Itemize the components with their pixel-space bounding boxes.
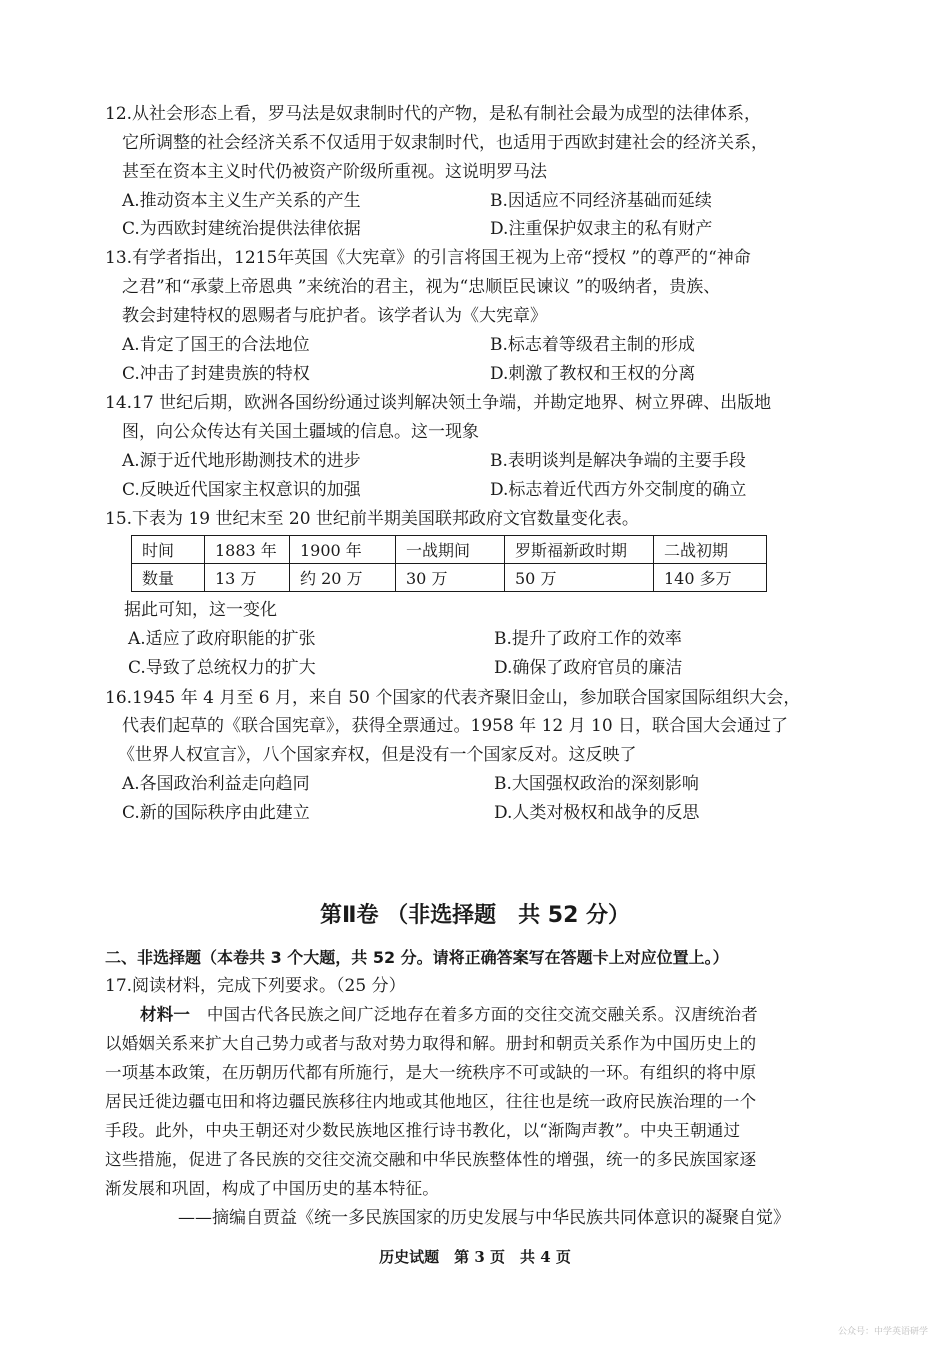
q12-option-d: D.注重保护奴隶主的私有财产	[490, 219, 713, 239]
q15-stem: 据此可知，这一变化	[124, 600, 277, 620]
q15-data-table	[131, 535, 767, 592]
table-cell: 时间	[132, 536, 205, 564]
q13-line-2: 之君”和“承蒙上帝恩典 ”来统治的君主，视为“忠顺臣民谏议 ”的吸纳者，贵族、	[122, 277, 721, 297]
q12-option-c: C.为西欧封建统治提供法律依据	[122, 219, 361, 239]
q16-line-3: 《世界人权宣言》，八个国家弃权，但是没有一个国家反对。这反映了	[118, 745, 637, 765]
q15-option-d: D.确保了政府官员的廉洁	[494, 658, 683, 678]
table-cell: 13 万	[205, 564, 290, 592]
q13-line-1: 13.有学者指出，1215年英国《大宪章》的引言将国王视为上帝“授权 ”的尊严的“神命	[105, 248, 751, 268]
q15-option-a: A.适应了政府职能的扩张	[128, 629, 316, 649]
q16-line-1: 16.1945 年 4 月至 6 月，来自 50 个国家的代表齐聚旧金山，参加联合国家国际组织大会，	[105, 688, 801, 708]
q15-option-c: C.导致了总统权力的扩大	[128, 658, 316, 678]
q13-option-a: A.肯定了国王的合法地位	[122, 335, 310, 355]
q13-option-c: C.冲击了封建贵族的特权	[122, 364, 310, 384]
q17-material-line-7: 渐发展和巩固，构成了中国历史的基本特征。	[105, 1179, 439, 1198]
q14-option-c: C.反映近代国家主权意识的加强	[122, 480, 361, 500]
q14-option-a: A.源于近代地形勘测技术的进步	[122, 451, 361, 471]
q14-line-1: 14.17 世纪后期，欧洲各国纷纷通过谈判解决领土争端，并勘定地界、树立界碑、出版地	[105, 393, 772, 413]
watermark: 公众号：中学英语研学	[837, 1327, 928, 1337]
material-text: 中国古代各民族之间广泛地存在着多方面的交往交流交融关系。汉唐统治者	[206, 1005, 758, 1024]
q17-material-line-6: 这些措施，促进了各民族的交往交流交融和中华民族整体性的增强，统一的多民族国家逐	[105, 1150, 757, 1169]
table-cell: 30 万	[396, 564, 505, 592]
table-cell: 一战期间	[396, 536, 505, 564]
q14-line-2: 图，向公众传达有关国土疆域的信息。这一现象	[122, 422, 479, 442]
table-row	[132, 564, 767, 592]
table-cell: 二战初期	[654, 536, 767, 564]
q17-source: ——摘编自贾益《统一多民族国家的历史发展与中华民族共同体意识的凝聚自觉》	[178, 1208, 790, 1228]
q17-stem: 17.阅读材料，完成下列要求。（25 分）	[105, 976, 406, 996]
q16-line-2: 代表们起草的《联合国宪章》，获得全票通过。1958 年 12 月 10 日，联合国大会通过了	[122, 716, 789, 736]
q17-material-line-1	[140, 1001, 758, 1029]
q12-line-3: 甚至在资本主义时代仍被资产阶级所重视。这说明罗马法	[122, 162, 547, 182]
table-cell: 数量	[132, 564, 205, 592]
q12-option-a: A.推动资本主义生产关系的产生	[122, 191, 361, 211]
table-cell: 罗斯福新政时期	[505, 536, 654, 564]
q16-option-c: C.新的国际秩序由此建立	[122, 803, 310, 823]
q12-line-1: 12.从社会形态上看，罗马法是奴隶制时代的产物，是私有制社会最为成型的法律体系，	[105, 104, 762, 124]
q16-option-a: A.各国政治利益走向趋同	[122, 774, 310, 794]
section-title: 第Ⅱ卷 （非选择题 共 52 分）	[319, 903, 631, 928]
q14-option-d: D.标志着近代西方外交制度的确立	[490, 480, 747, 500]
table-cell: 140 多万	[654, 564, 767, 592]
q17-material-line-4: 居民迁徙边疆屯田和将边疆民族移往内地或其他地区，往往也是统一政府民族治理的一个	[105, 1092, 757, 1111]
q13-option-b: B.标志着等级君主制的形成	[490, 335, 695, 355]
table-cell: 1883 年	[205, 536, 290, 564]
q13-option-d: D.刺激了教权和王权的分离	[490, 364, 696, 384]
q17-material-line-3: 一项基本政策，在历朝历代都有所施行，是大一统秩序不可或缺的一环。有组织的将中原	[105, 1063, 757, 1082]
table-cell: 50 万	[505, 564, 654, 592]
table-cell: 1900 年	[290, 536, 396, 564]
q15-intro: 15.下表为 19 世纪末至 20 世纪前半期美国联邦政府文官数量变化表。	[105, 509, 639, 529]
q17-material-line-2: 以婚姻关系来扩大自己势力或者与敌对势力取得和解。册封和朝贡关系作为中国历史上的	[105, 1034, 757, 1053]
material-label: 材料一	[140, 1005, 191, 1024]
page-footer: 历史试题 第 3 页 共 4 页	[379, 1248, 571, 1266]
q17-material-line-5: 手段。此外，中央王朝还对少数民族地区推行诗书教化，以“渐陶声教”。中央王朝通过	[105, 1121, 741, 1140]
q12-line-2: 它所调整的社会经济关系不仅适用于奴隶制时代，也适用于西欧封建社会的经济关系，	[122, 133, 768, 153]
table-cell: 约 20 万	[290, 564, 396, 592]
table-header-row	[132, 536, 767, 564]
q12-option-b: B.因适应不同经济基础而延续	[490, 191, 712, 211]
q13-line-3: 教会封建特权的恩赐者与庇护者。该学者认为《大宪章》	[122, 306, 547, 326]
q15-option-b: B.提升了政府工作的效率	[494, 629, 682, 649]
q14-option-b: B.表明谈判是解决争端的主要手段	[490, 451, 746, 471]
q16-option-b: B.大国强权政治的深刻影响	[494, 774, 699, 794]
section-heading: 二、非选择题（本卷共 3 个大题，共 52 分。请将正确答案写在答题卡上对应位置上。）	[105, 948, 729, 967]
q16-option-d: D.人类对极权和战争的反思	[494, 803, 700, 823]
